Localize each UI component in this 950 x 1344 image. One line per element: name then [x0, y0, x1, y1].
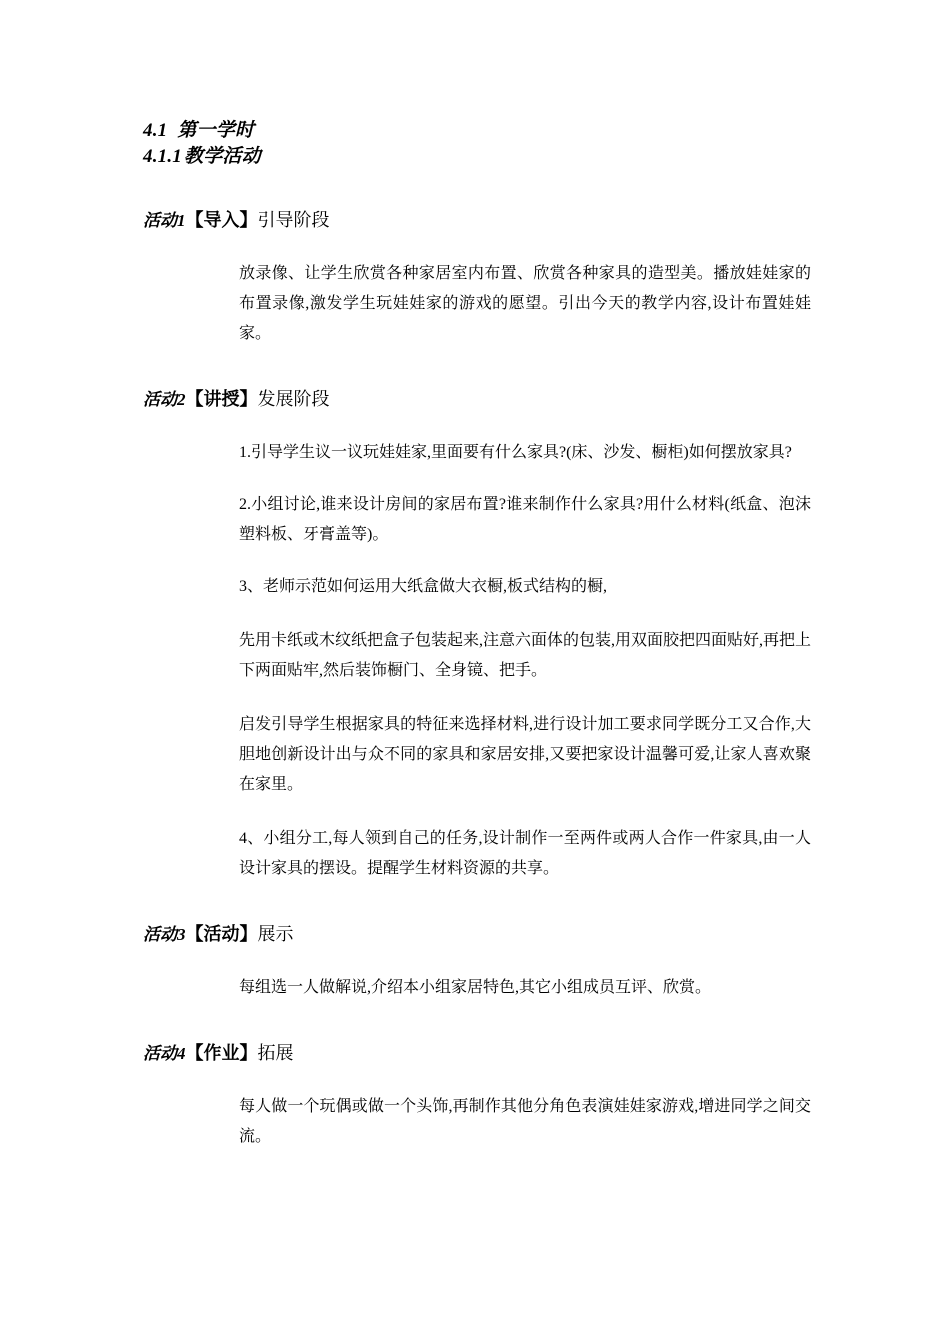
paragraph: 2.小组讨论,谁来设计房间的家居布置?谁来制作什么家具?用什么材料(纸盒、泡沫塑料板、牙膏盖等)。	[239, 496, 811, 543]
subsection-number: 4.1.1	[143, 146, 182, 167]
activity-heading	[143, 922, 811, 947]
section-number: 4.1	[143, 120, 168, 141]
activity-label: 活动3	[143, 925, 186, 944]
activity-label: 活动2	[143, 390, 186, 409]
activity-label: 活动1	[143, 211, 186, 230]
activity-title: 展示	[257, 924, 294, 944]
paragraph: 每组选一人做解说,介绍本小组家居特色,其它小组成员互评、欣赏。	[239, 979, 712, 996]
activity-bracket: 【导入】	[185, 210, 258, 230]
activity-bracket: 【活动】	[185, 924, 258, 944]
section-heading	[143, 118, 811, 144]
activity-title: 引导阶段	[257, 210, 330, 230]
document-body	[143, 118, 811, 1152]
activity-heading	[143, 208, 811, 233]
activity-title: 发展阶段	[257, 389, 330, 409]
paragraph: 放录像、让学生欣赏各种家居室内布置、欣赏各种家具的造型美。播放娃娃家的布置录像,激发学生玩娃娃家的游戏的愿望。引出今天的教学内容,设计布置娃娃家。	[239, 265, 811, 342]
paragraph: 4、小组分工,每人领到自己的任务,设计制作一至两件或两人合作一件家具,由一人设计家具的摆设。提醒学生材料资源的共享。	[239, 830, 811, 877]
activity-bracket: 【作业】	[185, 1043, 258, 1063]
paragraph: 先用卡纸或木纹纸把盒子包装起来,注意六面体的包装,用双面胶把四面贴好,再把上下两面贴牢,然后装饰橱门、全身镜、把手。	[239, 632, 812, 679]
section-title: 第一学时	[177, 120, 255, 141]
paragraph: 3、老师示范如何运用大纸盒做大衣橱,板式结构的橱,	[239, 578, 608, 595]
paragraph: 1.引导学生议一议玩娃娃家,里面要有什么家具?(床、沙发、橱柜)如何摆放家具?	[239, 444, 792, 461]
subsection-heading	[143, 144, 811, 170]
activity-heading	[143, 1041, 811, 1066]
paragraph: 启发引导学生根据家具的特征来选择材料,进行设计加工要求同学既分工又合作,大胆地创新设计出与众不同的家具和家居安排,又要把家设计温馨可爱,让家人喜欢聚在家里。	[239, 716, 811, 793]
subsection-title: 教学活动	[184, 146, 261, 167]
activity-bracket: 【讲授】	[185, 389, 258, 409]
activity-title: 拓展	[257, 1043, 294, 1063]
activity-label: 活动4	[143, 1044, 186, 1063]
paragraph: 每人做一个玩偶或做一个头饰,再制作其他分角色表演娃娃家游戏,增进同学之间交流。	[239, 1098, 811, 1145]
activity-heading	[143, 387, 811, 412]
